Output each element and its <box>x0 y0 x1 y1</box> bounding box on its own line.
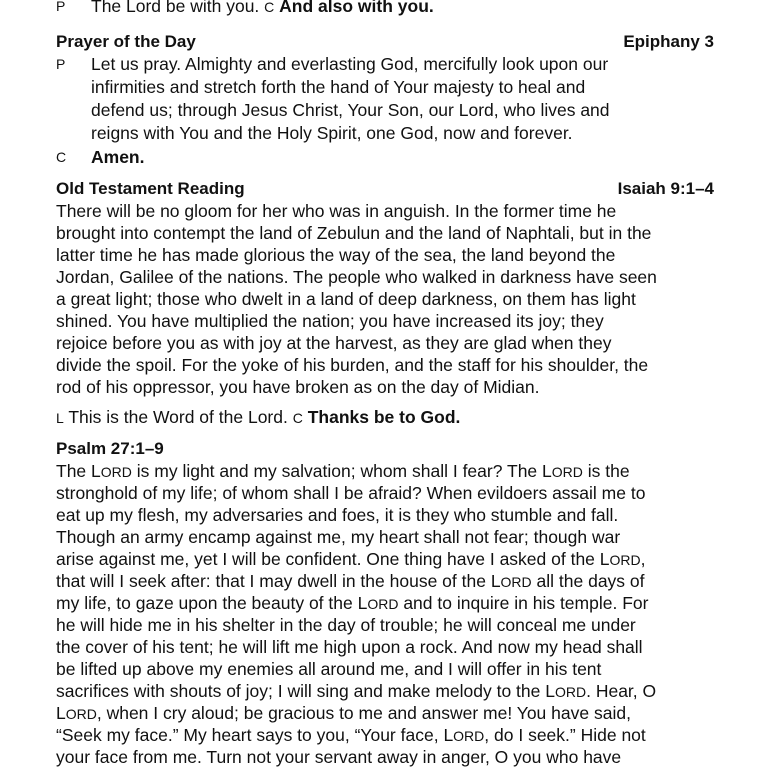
psalm-line: The LORD is my light and my salvation; whom shall I fear? The LORD is the <box>56 461 630 481</box>
reading-line: shined. You have multiplied the nation; you have increased its joy; they <box>56 311 604 331</box>
psalm-line: he will hide me in his shelter in the day of trouble; he will conceal me under <box>56 615 636 635</box>
pastor-text: The Lord be with you. <box>91 0 260 16</box>
reading-line: Jordan, Galilee of the nations. The people who walked in darkness have seen <box>56 267 657 287</box>
amen-response: Amen. <box>91 147 145 167</box>
congregation-marker: C <box>264 0 275 15</box>
reading-line: a great light; those who dwelt in a land of deep darkness, on them has light <box>56 289 636 309</box>
reading-line: rejoice before you as with joy at the harvest, as they are glad when they <box>56 333 612 353</box>
reading-line: There will be no gloom for her who was in anguish. In the former time he <box>56 201 617 221</box>
lord-word: LORD <box>56 703 97 723</box>
lord-word: LORD <box>91 461 132 481</box>
psalm-line: eat up my flesh, my adversaries and foes, it is they who stumble and fall. <box>56 505 619 525</box>
greeting-line <box>91 0 434 18</box>
prayer-line: defend us; through Jesus Christ, Your Son, our Lord, who lives and <box>91 100 610 120</box>
psalm-line: your face from me. Turn not your servant away in anger, O you who have <box>56 747 622 767</box>
psalm-line: be lifted up above my enemies all around me, and I will offer in his tent <box>56 659 602 679</box>
prayer-line: Let us pray. Almighty and everlasting God, mercifully look upon our <box>91 54 609 74</box>
prayer-reference: Epiphany 3 <box>623 32 714 51</box>
pastor-marker: P <box>56 56 66 72</box>
prayer-heading: Prayer of the Day <box>56 32 196 51</box>
ot-reading-reference: Isaiah 9:1–4 <box>617 179 714 198</box>
congregation-response: And also with you. <box>279 0 434 16</box>
lord-word: LORD <box>542 461 583 481</box>
reading-response-line <box>56 406 460 429</box>
lord-word: LORD <box>490 571 532 591</box>
reading-line: divide the spoil. For the yoke of his burden, and the staff for his shoulder, the <box>56 355 649 375</box>
ot-reading-heading: Old Testament Reading <box>56 179 245 198</box>
lord-word: LORD <box>357 593 399 613</box>
psalm-line: stronghold of my life; of whom shall I be afraid? When evildoers assail me to <box>56 483 646 503</box>
lector-marker: L <box>56 410 64 426</box>
psalm-line: sacrifices with shouts of joy; I will sing and make melody to the LORD. Hear, O <box>56 681 657 701</box>
psalm-line: “Seek my face.” My heart says to you, “Your face, LORD, do I seek.” Hide not <box>56 725 646 745</box>
prayer-line: infirmities and stretch forth the hand of Your majesty to heal and <box>91 77 586 97</box>
congregation-marker: C <box>292 410 303 426</box>
reading-line: latter time he has made glorious the way of the sea, the land beyond the <box>56 245 616 265</box>
reading-line: rod of his oppressor, you have broken as on the day of Midian. <box>56 377 540 397</box>
congregation-marker: C <box>56 149 67 165</box>
psalm-line: Though an army encamp against me, my heart shall not fear; though war <box>56 527 621 547</box>
psalm-line: my life, to gaze upon the beauty of the LORD and to inquire in his temple. For <box>56 593 649 613</box>
psalm-line: that will I seek after: that I may dwell in the house of the LORD all the days of <box>56 571 645 591</box>
pastor-marker: P <box>56 0 66 14</box>
lord-word: LORD <box>545 681 587 701</box>
lector-text: This is the Word of the Lord. <box>68 407 288 427</box>
psalm-heading: Psalm 27:1–9 <box>56 439 164 458</box>
congregation-response: Thanks be to God. <box>307 407 461 427</box>
prayer-line: reigns with You and the Holy Spirit, one God, now and forever. <box>91 123 573 143</box>
psalm-line: the cover of his tent; he will lift me high upon a rock. And now my head shall <box>56 637 643 657</box>
lord-word: LORD <box>599 549 641 569</box>
reading-line: brought into contempt the land of Zebulun and the land of Naphtali, but in the <box>56 223 652 243</box>
psalm-line: arise against me, yet I will be confident. One thing have I asked of the LORD, <box>56 549 646 569</box>
psalm-line: LORD, when I cry aloud; be gracious to me and answer me! You have said, <box>56 703 631 723</box>
lord-word: LORD <box>443 725 485 745</box>
